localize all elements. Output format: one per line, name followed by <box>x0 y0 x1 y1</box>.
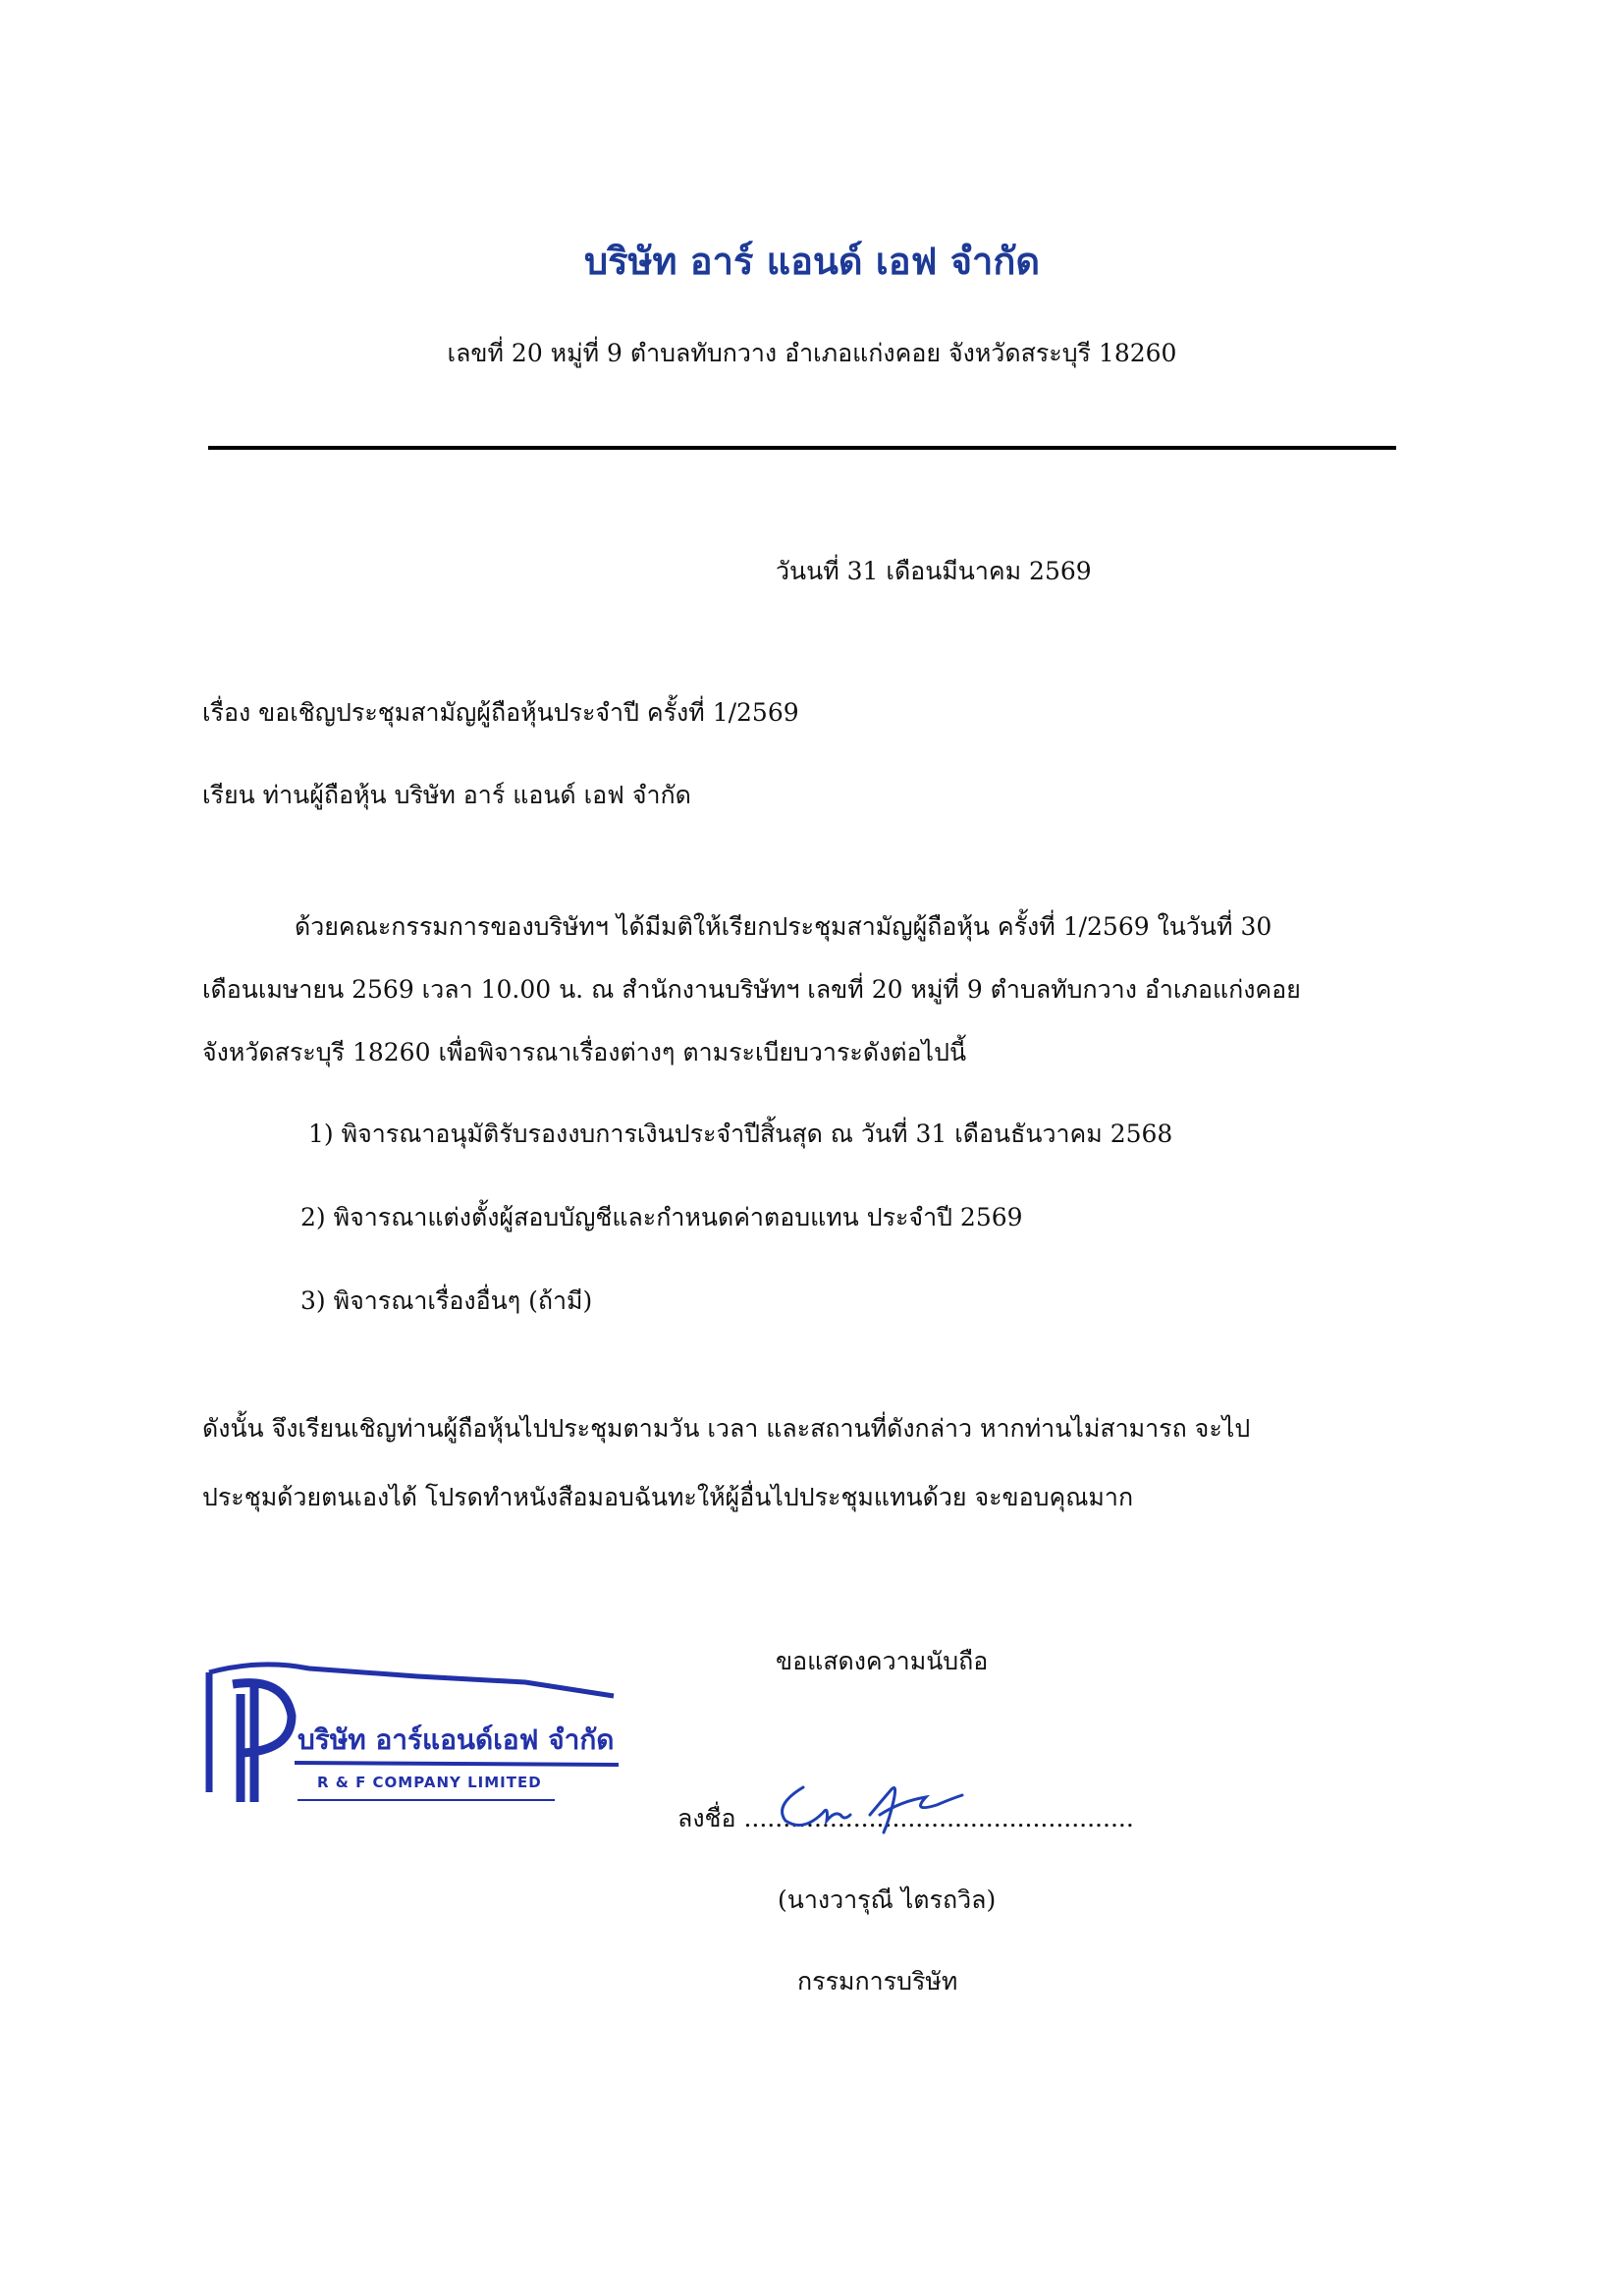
agenda-item-3: 3) พิจารณาเรื่องอื่นๆ (ถ้ามี) <box>300 1286 593 1315</box>
body-line-2: เดือนเมษายน 2569 เวลา 10.00 น. ณ สำนักงานบริษัทฯ เลขที่ 20 หมู่ที่ 9 ตำบลทับกวาง อำเภอแก่งคอย <box>202 975 1301 1004</box>
header-divider <box>208 446 1396 450</box>
letter-date: วันนที่ 31 เดือนมีนาคม 2569 <box>776 557 1092 585</box>
handwritten-signature <box>764 1776 970 1838</box>
stamp-english-text: R & F COMPANY LIMITED <box>317 1774 542 1791</box>
company-title: บริษัท อาร์ แอนด์ เอฟ จำกัด <box>583 239 1041 283</box>
body-line-3: จังหวัดสระบุรี 18260 เพื่อพิจารณาเรื่องต่างๆ ตามระเบียบวาระดังต่อไปนี้ <box>202 1038 967 1066</box>
company-address: เลขที่ 20 หมู่ที่ 9 ตำบลทับกวาง อำเภอแก่งคอย จังหวัดสระบุรี 18260 <box>447 339 1177 367</box>
agenda-item-2: 2) พิจารณาแต่งตั้งผู้สอบบัญชีและกำหนดค่าตอบแทน ประจำปี 2569 <box>300 1203 1023 1231</box>
stamp-thai-text: บริษัท อาร์แอนด์เอฟ จำกัด <box>298 1723 615 1756</box>
signatory-position: กรรมการบริษัท <box>797 1967 958 1995</box>
signatory-name: (นางวารุณี ไตรถวิล) <box>778 1886 997 1914</box>
agenda-item-1: 1) พิจารณาอนุมัติรับรองงบการเงินประจำปีสิ้นสุด ณ วันที่ 31 เดือนธันวาคม 2568 <box>308 1120 1173 1148</box>
recipient-line: เรียน ท่านผู้ถือหุ้น บริษัท อาร์ แอนด์ เอฟ จำกัด <box>202 781 691 809</box>
regards-text: ขอแสดงความนับถือ <box>776 1647 989 1675</box>
company-stamp <box>201 1655 633 1817</box>
closing-line-2: ประชุมด้วยตนเองได้ โปรดทำหนังสือมอบฉันทะให้ผู้อื่นไปประชุมแทนด้วย จะขอบคุณมาก <box>202 1483 1134 1511</box>
sign-line: ลงชื่อ .................................................. <box>677 1804 1134 1832</box>
closing-line-1: ดังนั้น จึงเรียนเชิญท่านผู้ถือหุ้นไปประชุมตามวัน เวลา และสถานที่ดังกล่าว หากท่านไม่สามารถ จะไป <box>202 1414 1251 1443</box>
subject-line: เรื่อง ขอเชิญประชุมสามัญผู้ถือหุ้นประจำปี ครั้งที่ 1/2569 <box>202 698 799 727</box>
body-line-1: ด้วยคณะกรรมการของบริษัทฯ ได้มีมติให้เรียกประชุมสามัญผู้ถือหุ้น ครั้งที่ 1/2569 ในวันที่ 30 <box>295 912 1272 941</box>
